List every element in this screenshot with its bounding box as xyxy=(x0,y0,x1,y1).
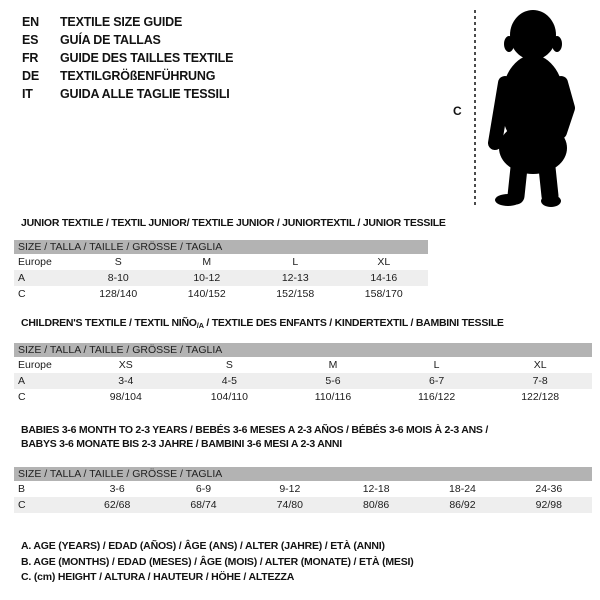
row-label: Europe xyxy=(18,256,52,268)
size-cell: M xyxy=(202,256,212,268)
table-row xyxy=(14,270,428,286)
size-header-label: SIZE / TALLA / TAILLE / GRÖSSE / TAGLIA xyxy=(18,344,223,356)
size-cell: 122/128 xyxy=(521,391,560,403)
size-cell: 9-12 xyxy=(279,483,301,495)
language-row xyxy=(22,85,233,103)
size-cell: XS xyxy=(118,359,133,371)
size-cell: 62/68 xyxy=(104,499,131,511)
height-measure-dashed-line xyxy=(474,10,476,206)
language-title: GUÍA DE TALLAS xyxy=(60,33,161,47)
size-cell: 12-13 xyxy=(281,272,309,284)
size-cell: 74/80 xyxy=(276,499,303,511)
size-cell: 92/98 xyxy=(535,499,562,511)
language-list xyxy=(22,13,233,103)
footnote: B. AGE (MONTHS) / EDAD (MESES) / ÂGE (MOIS) / ALTER (MONATE) / ETÀ (MESI) xyxy=(21,555,414,568)
size-cell: 3-4 xyxy=(118,375,134,387)
table-title-segment: JUNIOR TEXTILE / TEXTIL JUNIOR/ TEXTILE JUNIOR / JUNIORTEXTIL / JUNIOR TESSILE xyxy=(21,217,446,229)
language-title: GUIDA ALLE TAGLIE TESSILI xyxy=(60,87,230,101)
size-cell: XL xyxy=(533,359,547,371)
table-title-segment: BABYS 3-6 MONATE BIS 2-3 JAHRE / BAMBINI 3-6 MESI A 2-3 ANNI xyxy=(21,437,342,450)
row-label: C xyxy=(18,391,26,403)
size-cell: 18-24 xyxy=(449,483,476,495)
size-cell: 24-36 xyxy=(535,483,563,495)
footnote: A. AGE (YEARS) / EDAD (AÑOS) / ÂGE (ANS) / ALTER (JAHRE) / ETÀ (ANNI) xyxy=(21,540,385,552)
size-cell: 14-16 xyxy=(370,272,398,284)
size-cell: 98/104 xyxy=(109,391,142,403)
size-cell: 7-8 xyxy=(532,375,548,387)
table-row xyxy=(14,357,592,373)
footnotes xyxy=(21,539,414,586)
size-cell: 4-5 xyxy=(221,375,237,387)
size-cell: 6-7 xyxy=(428,375,445,387)
table-row xyxy=(14,373,592,389)
size-cell: 128/140 xyxy=(99,288,138,300)
table-row xyxy=(14,286,428,302)
table-title xyxy=(21,424,488,451)
table-row xyxy=(14,254,428,270)
size-cell: 110/116 xyxy=(314,391,352,403)
row-label: C xyxy=(18,288,26,300)
size-cell: L xyxy=(433,359,440,371)
table-title xyxy=(21,317,504,333)
size-cell: 68/74 xyxy=(190,499,217,511)
table-title-segment: CHILDREN'S TEXTILE / TEXTIL NIÑO xyxy=(21,317,197,329)
size-cell: 3-6 xyxy=(109,483,125,495)
language-code: FR xyxy=(22,51,39,65)
size-cell: 140/152 xyxy=(187,288,226,300)
size-cell: XL xyxy=(377,256,391,268)
size-cell: 8-10 xyxy=(107,272,129,284)
size-cell: 12-18 xyxy=(362,483,390,495)
size-cell: S xyxy=(225,359,233,371)
language-row xyxy=(22,31,233,49)
size-cell: M xyxy=(328,359,338,371)
size-header-label: SIZE / TALLA / TAILLE / GRÖSSE / TAGLIA xyxy=(18,468,223,480)
row-label: B xyxy=(18,483,26,495)
language-code: EN xyxy=(22,15,39,29)
size-header-band xyxy=(14,343,592,357)
language-code: DE xyxy=(22,69,39,83)
table-title-line xyxy=(21,438,488,452)
table-row xyxy=(14,481,592,497)
row-label: C xyxy=(18,499,26,511)
row-label: A xyxy=(18,375,26,387)
size-cell: 6-9 xyxy=(195,483,212,495)
size-header-band xyxy=(14,467,592,481)
table-row xyxy=(14,497,592,513)
table-title-segment: / TEXTILE DES ENFANTS / KINDERTEXTIL / BAMBINI TESSILE xyxy=(203,317,504,329)
table-title-segment: /A xyxy=(196,321,204,330)
footnote: C. (cm) HEIGHT / ALTURA / HAUTEUR / HÖHE / ALTEZZA xyxy=(21,571,295,583)
language-row xyxy=(22,13,233,31)
height-measure-label: C xyxy=(453,104,462,118)
language-code: ES xyxy=(22,33,39,47)
language-row xyxy=(22,67,233,85)
size-table xyxy=(14,343,592,405)
size-table xyxy=(14,240,428,302)
language-title: TEXTILGRÖßENFÜHRUNG xyxy=(60,69,216,83)
size-table xyxy=(14,467,592,513)
size-cell: 80/86 xyxy=(363,499,390,511)
table-title-line xyxy=(21,317,504,333)
size-cell: 158/170 xyxy=(364,288,403,300)
size-cell: 152/158 xyxy=(276,288,315,300)
size-cell: 5-6 xyxy=(325,375,341,387)
table-title-segment: BABIES 3-6 MONTH TO 2-3 YEARS / BEBÉS 3-6 MESES A 2-3 AÑOS / BÉBÉS 3-6 MOIS À 2-3 ANS / xyxy=(21,424,489,436)
size-header-label: SIZE / TALLA / TAILLE / GRÖSSE / TAGLIA xyxy=(18,241,223,253)
table-title xyxy=(21,217,446,231)
table-title-line xyxy=(21,217,446,231)
language-code: IT xyxy=(22,87,33,101)
size-cell: L xyxy=(292,256,299,268)
toddler-silhouette-icon xyxy=(488,8,584,208)
table-title-line xyxy=(21,424,488,438)
row-label: Europe xyxy=(18,359,52,371)
language-row xyxy=(22,49,233,67)
language-title: GUIDE DES TAILLES TEXTILE xyxy=(60,51,234,65)
size-header-band xyxy=(14,240,428,254)
language-title: TEXTILE SIZE GUIDE xyxy=(60,15,183,29)
row-label: A xyxy=(18,272,26,284)
size-cell: 86/92 xyxy=(449,499,476,511)
size-cell: 116/122 xyxy=(417,391,456,403)
size-cell: S xyxy=(114,256,122,268)
table-row xyxy=(14,389,592,405)
size-cell: 104/110 xyxy=(210,391,248,403)
size-cell: 10-12 xyxy=(193,272,221,284)
